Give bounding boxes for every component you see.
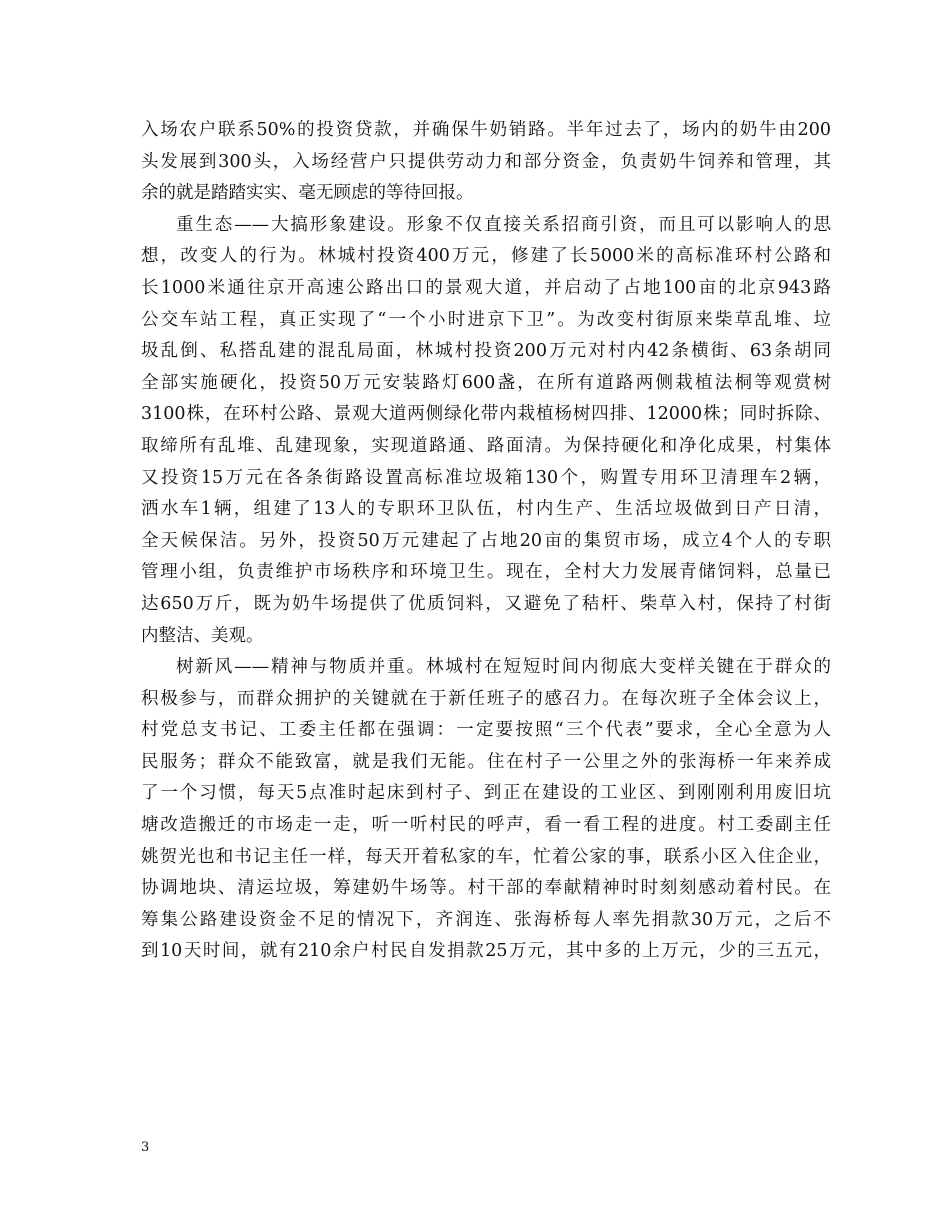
text-line: 入场农户联系50%的投资贷款，并确保牛奶销路。半年过去了，场内的奶牛由200 <box>141 120 831 140</box>
text-line: 姚贺光也和书记主任一样，每天开着私家的车，忙着公家的事，联系小区入住企业， <box>141 846 831 867</box>
text-line: 长1000米通往京开高速公路出口的景观大道，并启动了占地100亩的北京943路 <box>141 277 831 298</box>
text-line: 圾乱倒、私搭乱建的混乱局面，林城村投资200万元对村内42条横街、63条胡同 <box>141 341 831 362</box>
text-line: 余的就是踏踏实实、毫无顾虑的等待回报。 <box>141 183 474 204</box>
text-line: 内整洁、美观。 <box>141 625 264 646</box>
text-line: 筹集公路建设资金不足的情况下，齐润连、张海桥每人率先捐款30万元，之后不 <box>141 909 831 930</box>
text-line: 民服务；群众不能致富，就是我们无能。住在村子一公里之外的张海桥一年来养成 <box>141 751 831 772</box>
text-line: 全部实施硬化，投资50万元安装路灯600盏，在所有道路两侧栽植法桐等观赏树 <box>141 372 831 393</box>
text-line: 管理小组，负责维护市场秩序和环境卫生。现在，全村大力发展青储饲料，总量已 <box>141 562 831 583</box>
text-line: 了一个习惯，每天5点准时起床到村子、到正在建设的工业区、到刚刚利用废旧坑 <box>141 783 831 804</box>
text-line: 取缔所有乱堆、乱建现象，实现道路通、路面清。为保持硬化和净化成果，村集体 <box>141 435 831 456</box>
text-line: 重生态——大搞形象建设。形象不仅直接关系招商引资，而且可以影响人的思 <box>176 214 831 235</box>
text-line: 想，改变人的行为。林城村投资400万元，修建了长5000米的高标准环村公路和 <box>141 246 831 267</box>
text-line: 达650万斤，既为奶牛场提供了优质饲料，又避免了秸杆、柴草入村，保持了村街 <box>141 593 831 614</box>
text-line: 积极参与，而群众拥护的关键就在于新任班子的感召力。在每次班子全体会议上， <box>141 688 831 709</box>
text-line: 3100株，在环村公路、景观大道两侧绿化带内栽植杨树四排、12000株；同时拆除、 <box>141 404 831 425</box>
text-line: 协调地块、清运垃圾，筹建奶牛场等。村干部的奉献精神时时刻刻感动着村民。在 <box>141 878 831 899</box>
text-line: 头发展到300头，入场经营户只提供劳动力和部分资金，负责奶牛饲养和管理，其 <box>141 151 831 172</box>
text-line: 村党总支书记、工委主任都在强调：一定要按照“三个代表”要求，全心全意为人 <box>141 720 831 741</box>
text-line: 塘改造搬迁的市场走一走，听一听村民的呼声，看一看工程的进度。村工委副主任 <box>141 815 831 836</box>
text-line: 全天候保洁。另外，投资50万元建起了占地20亩的集贸市场，成立4个人的专职 <box>141 530 831 551</box>
text-line: 洒水车1辆，组建了13人的专职环卫队伍，村内生产、生活垃圾做到日产日清， <box>141 499 831 520</box>
page-number: 3 <box>141 1140 150 1155</box>
text-line: 树新风——精神与物质并重。林城村在短短时间内彻底大变样关键在于群众的 <box>176 657 831 678</box>
text-line: 到10天时间，就有210余户村民自发捐款25万元，其中多的上万元，少的三五元， <box>141 941 831 962</box>
text-line: 又投资15万元在各条街路设置高标准垃圾箱130个，购置专用环卫清理车2辆， <box>141 467 831 488</box>
text-line: 公交车站工程，真正实现了“一个小时进京下卫”。为改变村街原来柴草乱堆、垃 <box>141 309 831 330</box>
body-text <box>141 115 831 968</box>
